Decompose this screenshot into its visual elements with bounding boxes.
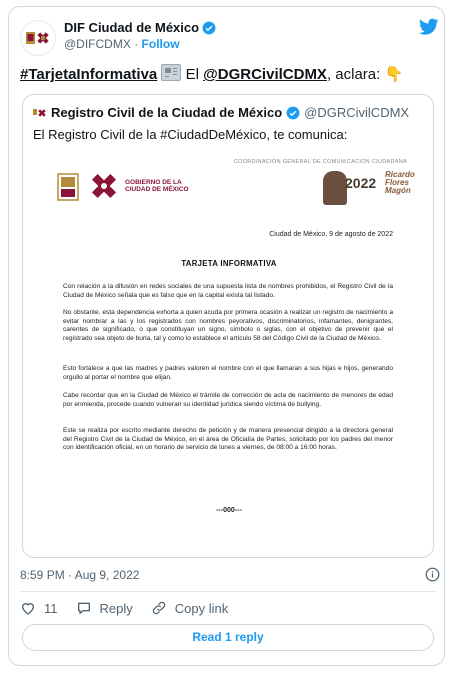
- hashtag-link[interactable]: #TarjetaInformativa: [20, 66, 158, 83]
- quoted-tweet[interactable]: [22, 94, 434, 558]
- author-handle[interactable]: @DIFCDMX: [64, 37, 131, 51]
- divider: [20, 591, 436, 592]
- document-title: TARJETA INFORMATIVA: [181, 259, 277, 268]
- copy-link-label: Copy link: [174, 600, 229, 616]
- flores-magon-wordmark: [385, 171, 415, 195]
- document-paragraph: Esto fortalece a que las madres y padres valoren el nombre con el que llamaran a sus hijas e hijos, generando orgullo al portar el nombre que elijan.: [63, 365, 393, 381]
- portrait-image: [323, 171, 347, 205]
- reply-label: Reply: [99, 600, 133, 616]
- verified-icon: [286, 106, 300, 120]
- document-paragraph: Este se realiza por escrito mediante derecho de petición y de manera presencial dirigido a la directora general del Registro Civil de la Ciudad de México, en el área de Oficialía de Partes, solicitado por los padres del menor con identificación oficial, en un horario de servicio de lunes a viernes, de 08:00 a 16:00 horas.: [63, 427, 393, 452]
- document-paragraph: Cabe recordar que en la Ciudad de México el trámite de corrección de acta de nacimiento de menores de edad por enmienda, procede cuando vulneran su identidad jurídica siendo víctima de bullying.: [63, 392, 393, 408]
- link-icon: [151, 600, 167, 616]
- cdmx-shield-logo: [57, 173, 79, 201]
- quoted-author-handle: @DGRCivilCDMX: [304, 105, 410, 120]
- reply-icon: [76, 600, 92, 616]
- gov-line-2: CIUDAD DE MÉXICO: [125, 186, 189, 193]
- handle-line: [64, 37, 180, 51]
- info-icon[interactable]: [425, 567, 440, 582]
- like-button[interactable]: [20, 600, 58, 616]
- author-avatar[interactable]: [20, 20, 56, 56]
- document-date: Ciudad de México, 9 de agosto de 2022: [269, 231, 393, 238]
- copy-link-button[interactable]: [151, 600, 228, 616]
- mention-link[interactable]: @DGRCivilCDMX: [203, 66, 327, 83]
- tweet-text-end: , aclara:: [326, 66, 385, 83]
- document-image[interactable]: [45, 151, 413, 551]
- quoted-avatar-icon: [33, 107, 47, 119]
- pointing-down-icon: 👇: [384, 66, 404, 83]
- reply-button[interactable]: [76, 600, 133, 616]
- cdmx-emblem-logo: [89, 171, 119, 201]
- action-bar: [20, 600, 246, 616]
- quoted-text: El Registro Civil de la #CiudadDeMéxico, te comunica:: [33, 127, 348, 142]
- flores-line-3: Magón: [385, 186, 411, 195]
- document-header: COORDINACIÓN GENERAL DE COMUNICACIÓN CIUDADANA: [233, 159, 407, 165]
- quoted-header: [33, 105, 409, 120]
- government-wordmark: [125, 179, 189, 193]
- author-name[interactable]: DIF Ciudad de México: [64, 20, 200, 35]
- document-paragraph: Con relación a la difusión en redes sociales de una supuesta lista de nombres prohibidos, el Registro Civil de la Ciudad de México señala que es falso que en la capital exista tal listado.: [63, 283, 393, 299]
- author-name-row[interactable]: [64, 20, 216, 35]
- like-count: 11: [44, 600, 58, 616]
- tweet-timestamp[interactable]: 8:59 PM · Aug 9, 2022: [20, 568, 140, 582]
- tweet-text: [20, 64, 440, 86]
- separator: ·: [134, 37, 139, 51]
- newspaper-icon: [161, 64, 181, 81]
- tweet-text-middle: El: [181, 66, 204, 83]
- follow-button[interactable]: Follow: [141, 37, 180, 51]
- document-closing: ---000---: [216, 507, 242, 514]
- verified-icon: [202, 21, 216, 35]
- gov-line-1: GOBIERNO DE LA: [125, 179, 182, 186]
- read-replies-button[interactable]: Read 1 reply: [22, 624, 434, 651]
- flores-line-1: Ricardo: [385, 170, 415, 179]
- year-label: 2022: [345, 175, 377, 191]
- document-paragraph: No obstante, esta dependencia exhorta a quien acuda por primera ocasión a realizar un registro de nacimiento a evitar nombrar a las y los registrados con nombres peyorativos, discriminatorios, infamantes, denigrantes, carentes de significado, o que constituyan un signo, símbolo o siglas, con el objetivo de prevenir que el registrado sea objeto de burla, tal y como lo establece el artículo 58 del Código Civil de la Ciudad de México.: [63, 309, 393, 342]
- twitter-bird-icon[interactable]: [419, 18, 439, 36]
- quoted-author-name: Registro Civil de la Ciudad de México: [51, 105, 283, 120]
- heart-icon: [20, 600, 36, 616]
- flores-line-2: Flores: [385, 178, 410, 187]
